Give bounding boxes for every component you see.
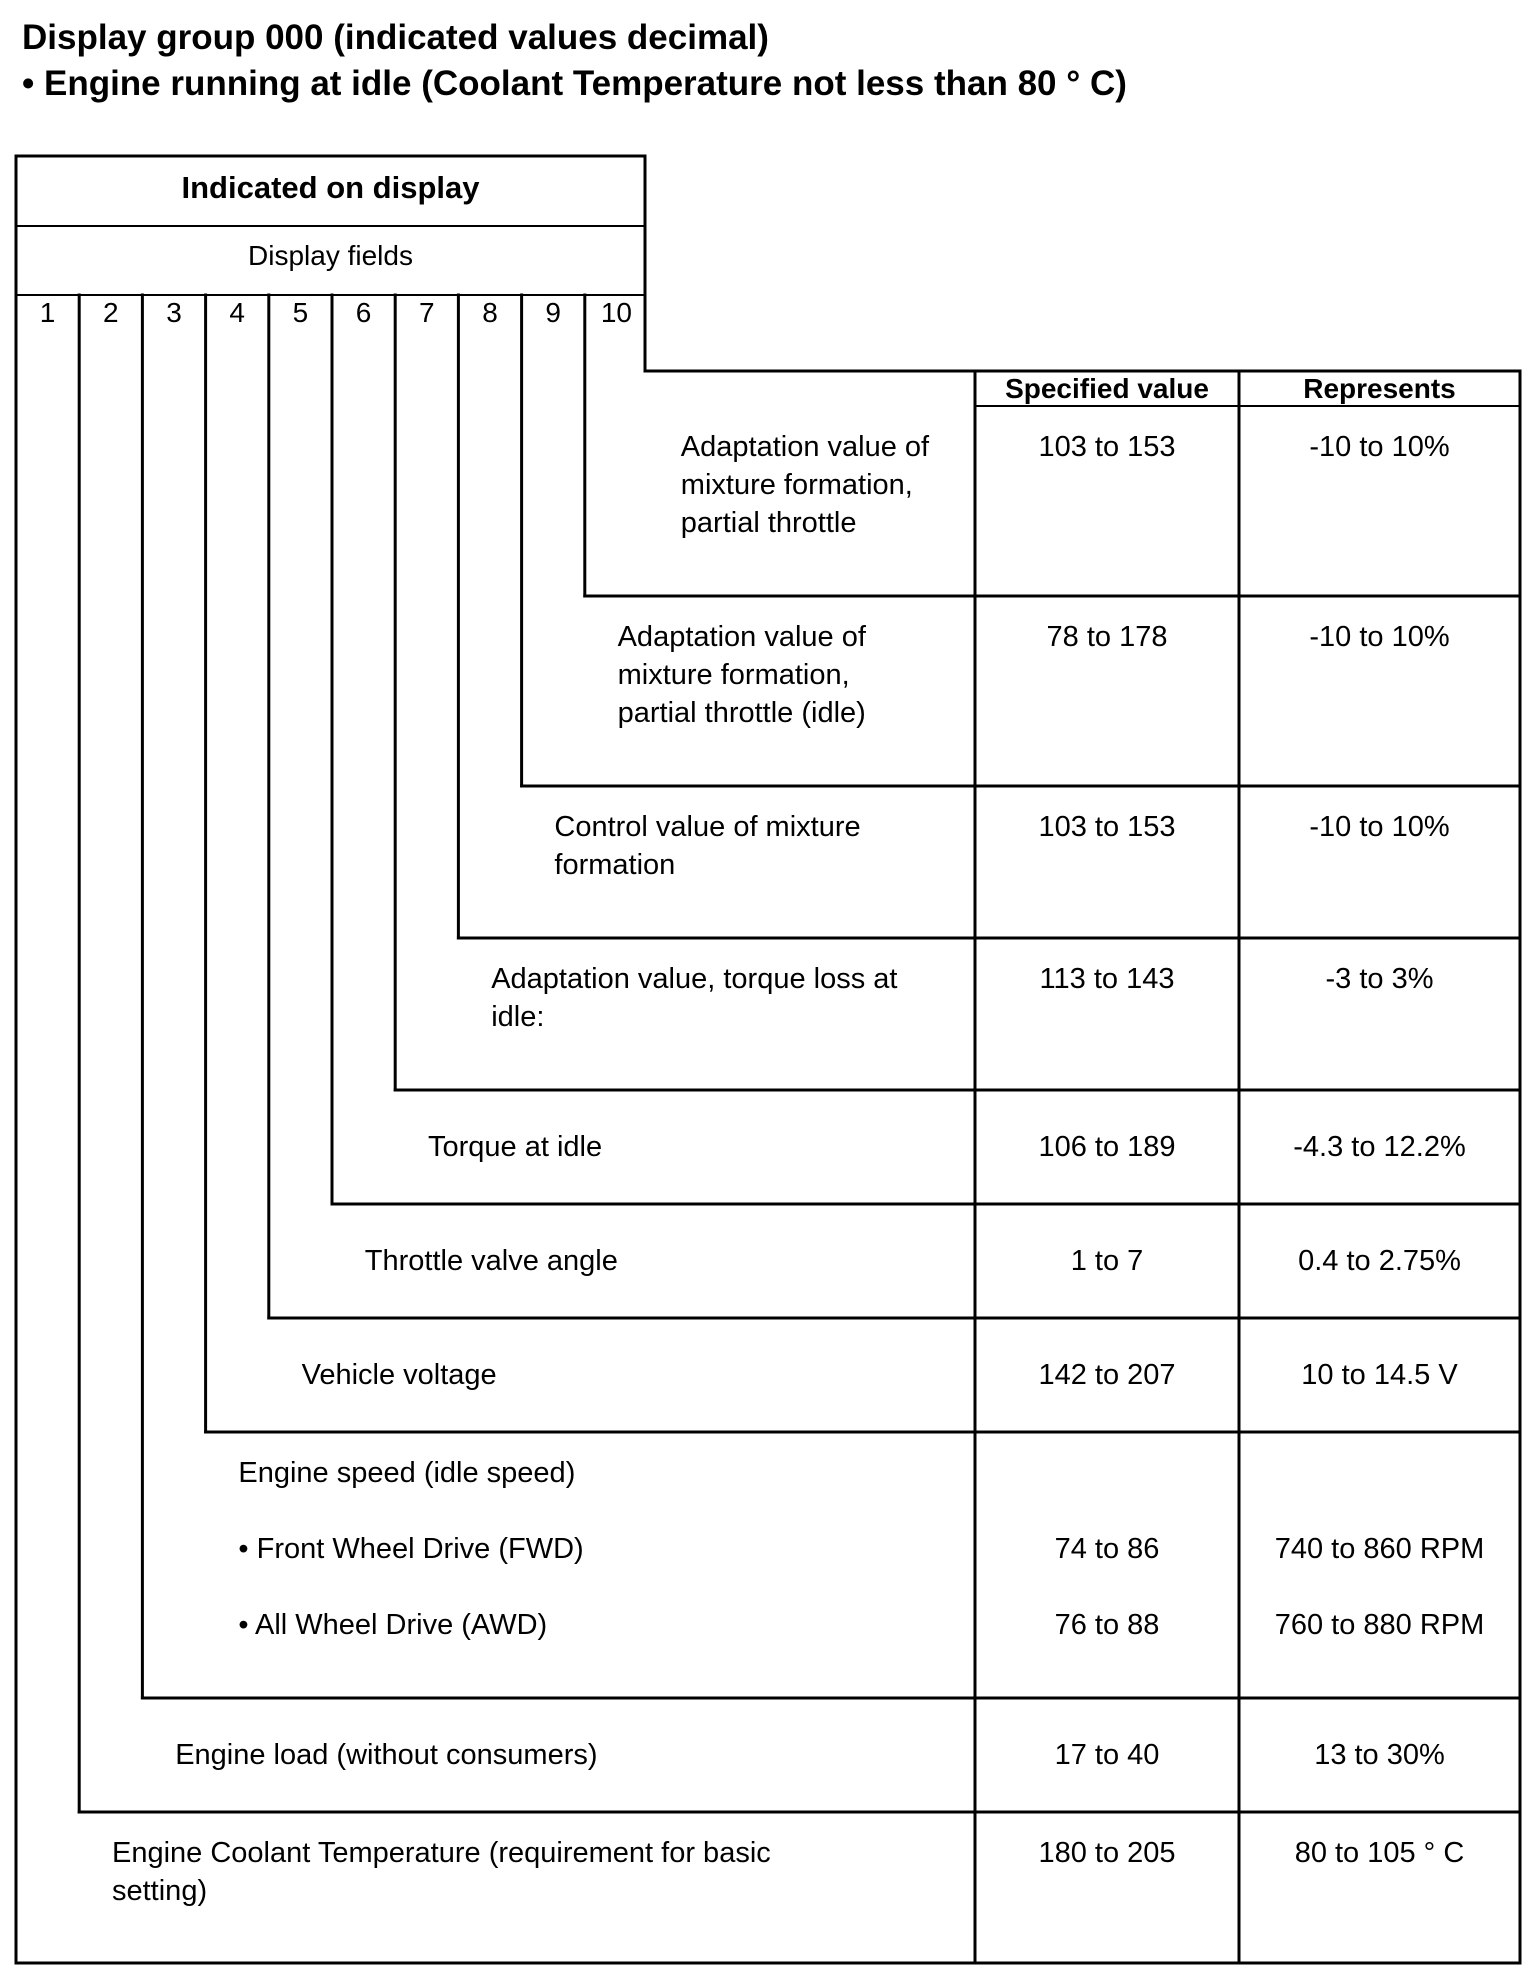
field-number-7: 7 xyxy=(418,297,435,328)
specified-value-header: Specified value xyxy=(1005,373,1209,404)
row-7-label-line-2: idle: xyxy=(491,1001,545,1033)
field-number-6: 6 xyxy=(355,297,372,328)
row-10-label-line-2: mixture formation, xyxy=(680,469,913,501)
row-10-label-line-3: partial throttle xyxy=(680,507,857,539)
row-8-represents-value: -10 to 10% xyxy=(1309,811,1450,843)
row-10-represents-value: -10 to 10% xyxy=(1309,431,1450,463)
row-3-represents-value: 740 to 860 RPM xyxy=(1274,1533,1485,1565)
row-10-specified-value: 103 to 153 xyxy=(1038,431,1176,463)
row-2-represents-value: 13 to 30% xyxy=(1314,1739,1445,1771)
row-8-specified-value: 103 to 153 xyxy=(1038,811,1176,843)
row-2-label-line-1: Engine load (without consumers) xyxy=(175,1739,598,1771)
represents-header: Represents xyxy=(1303,373,1456,404)
field-number-4: 4 xyxy=(229,297,245,328)
row-9-specified-value: 78 to 178 xyxy=(1046,621,1168,653)
field-number-5: 5 xyxy=(292,297,309,328)
field-number-10: 10 xyxy=(600,297,632,328)
row-5-label-line-1: Throttle valve angle xyxy=(364,1245,618,1277)
row-9-label-line-1: Adaptation value of xyxy=(617,621,866,653)
row-2-specified-value: 17 to 40 xyxy=(1054,1739,1160,1771)
row-7-label-line-1: Adaptation value, torque loss at xyxy=(491,963,898,995)
condition-bullet: • Engine running at idle (Coolant Temperature not less than 80 ° C) xyxy=(22,64,1127,103)
field-number-9: 9 xyxy=(545,297,561,328)
row-3-specified-value: 76 to 88 xyxy=(1054,1609,1160,1641)
row-3-label-line-1: Engine speed (idle speed) xyxy=(238,1457,576,1489)
row-1-represents-value: 80 to 105 ° C xyxy=(1294,1837,1465,1869)
row-9-represents-value: -10 to 10% xyxy=(1309,621,1450,653)
row-3-specified-value: 74 to 86 xyxy=(1054,1533,1160,1565)
row-4-specified-value: 142 to 207 xyxy=(1038,1359,1176,1391)
row-7-specified-value: 113 to 143 xyxy=(1039,963,1175,995)
indicated-on-display-label: Indicated on display xyxy=(181,170,480,205)
row-8-label-line-1: Control value of mixture xyxy=(554,811,861,843)
row-1-label-line-2: setting) xyxy=(112,1875,208,1907)
row-6-specified-value: 106 to 189 xyxy=(1038,1131,1176,1163)
row-9-label-line-3: partial throttle (idle) xyxy=(617,697,866,729)
row-10-label-line-1: Adaptation value of xyxy=(680,431,930,463)
row-1-specified-value: 180 to 205 xyxy=(1038,1837,1176,1869)
row-5-specified-value: 1 to 7 xyxy=(1070,1245,1144,1277)
row-8-label-line-2: formation xyxy=(554,849,676,881)
field-number-3: 3 xyxy=(166,297,182,328)
row-3-label-line-2: • Front Wheel Drive (FWD) xyxy=(238,1533,584,1565)
row-9-label-line-2: mixture formation, xyxy=(617,659,850,691)
row-1-label-line-1: Engine Coolant Temperature (requirement for basic xyxy=(112,1837,771,1869)
row-4-represents-value: 10 to 14.5 V xyxy=(1301,1359,1458,1391)
row-4-label-line-1: Vehicle voltage xyxy=(301,1359,497,1391)
display-fields-label: Display fields xyxy=(248,240,413,271)
field-number-1: 1 xyxy=(39,297,56,328)
field-number-8: 8 xyxy=(482,297,498,328)
row-6-represents-value: -4.3 to 12.2% xyxy=(1293,1131,1466,1163)
row-7-represents-value: -3 to 3% xyxy=(1325,963,1434,995)
row-5-represents-value: 0.4 to 2.75% xyxy=(1298,1245,1461,1277)
page-title: Display group 000 (indicated values decimal) xyxy=(22,18,769,57)
row-3-represents-value: 760 to 880 RPM xyxy=(1274,1609,1485,1641)
field-number-2: 2 xyxy=(102,297,119,328)
row-3-label-line-3: • All Wheel Drive (AWD) xyxy=(238,1609,548,1641)
row-6-label-line-1: Torque at idle xyxy=(428,1131,603,1163)
